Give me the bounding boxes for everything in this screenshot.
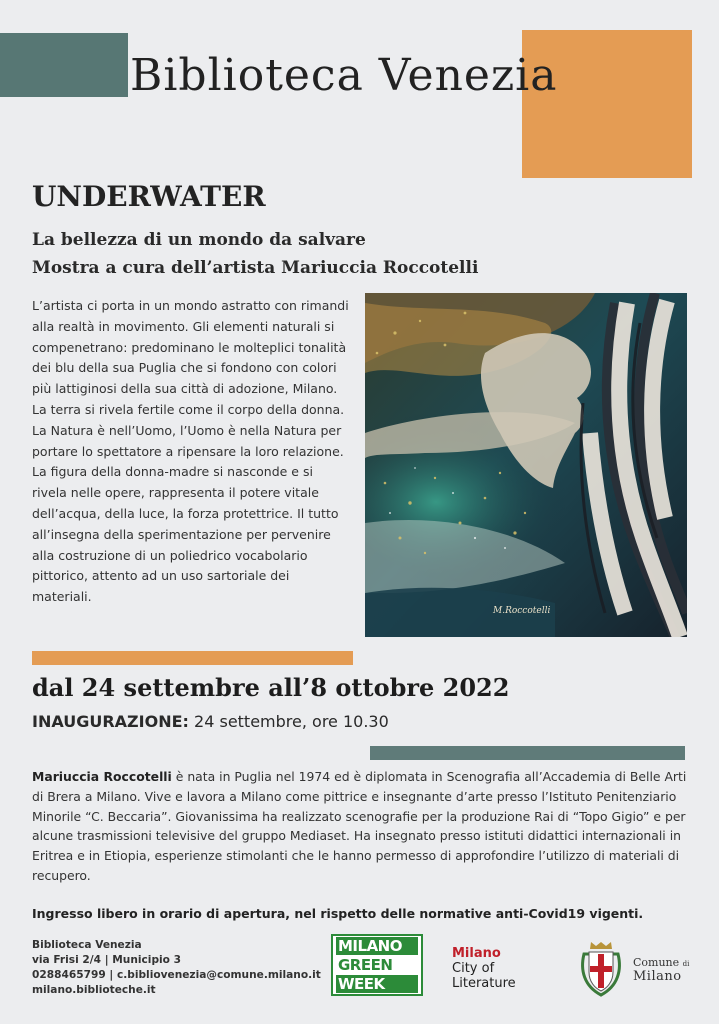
artist-name: Mariuccia Roccotelli	[32, 769, 172, 784]
comune-coat-of-arms-icon	[576, 940, 626, 998]
artwork-signature: M.Roccotelli	[493, 606, 551, 616]
city-lit-line: City of	[452, 961, 495, 976]
milano-green-week-logo	[331, 934, 423, 996]
green-week-line: GREEN	[336, 956, 418, 974]
comune-label: Comune	[633, 956, 680, 969]
milano-city-of-literature-logo	[452, 946, 516, 991]
milano-label: Milano	[633, 969, 682, 984]
contact-phone-email[interactable]: 0288465799 | c.bibliovenezia@comune.milano.it	[32, 969, 321, 981]
comune-di-label: di	[682, 960, 690, 968]
green-week-line: MILANO	[336, 937, 418, 955]
exhibition-description	[32, 296, 350, 608]
city-lit-line: Milano	[452, 946, 501, 961]
inauguration-line	[32, 712, 389, 731]
comune-di-milano-logo	[633, 956, 689, 984]
decorative-teal-block	[0, 33, 128, 97]
city-lit-line: Literature	[452, 976, 516, 991]
curator-line: Mostra a cura dell’artista Mariuccia Roccotelli	[32, 258, 479, 278]
decorative-orange-bar	[32, 651, 353, 665]
inauguration-value: 24 settembre, ore 10.30	[194, 712, 389, 731]
description-paragraph: La terra si rivela fertile come il corpo della donna. La Natura è nell’Uomo, l’Uomo è nella Natura per portare lo spettatore a ripensare la loro relazione. La figura della donna-madre si nasconde e si rivela nelle opere, rappresenta il potere vitale dell’acqua, della luce, la forza protettrice. Il tutto all’insegna della sperimentazione per pervenire alla costruzione di un poliedrico vocabolario pittorico, attento ad un uso sartoriale dei materiali.	[32, 401, 345, 605]
exhibition-title: UNDERWATER	[32, 180, 266, 213]
contact-website[interactable]: milano.biblioteche.it	[32, 984, 156, 996]
artist-bio	[32, 767, 692, 886]
contact-name: Biblioteca Venezia	[32, 939, 142, 951]
green-week-line: WEEK	[336, 975, 418, 993]
library-name: Biblioteca Venezia	[130, 50, 558, 101]
inauguration-label: INAUGURAZIONE:	[32, 712, 189, 731]
exhibition-subtitle: La bellezza di un mondo da salvare	[32, 230, 366, 250]
artwork-image	[365, 293, 687, 637]
bio-text: è nata in Puglia nel 1974 ed è diplomata in Scenografia all’Accademia di Belle Arti di Brera a Milano. Vive e lavora a Milano come pittrice e insegnante d’arte presso l’Istituto Penitenziario Minorile “C. Beccaria”. Giovanissima ha realizzato scenografie per la produzione Rai di “Topo Gigio” e per alcune trasmissioni televisive del gruppo Mediaset. Ha insegnato presso istituti didattici internazionali in Eritrea e in Etiopia, esperienze stimolanti che le hanno permesso di approfondire l’utilizzo di materiali di recupero.	[32, 769, 687, 883]
decorative-teal-bar	[370, 746, 685, 760]
contact-address: via Frisi 2/4 | Municipio 3	[32, 954, 181, 966]
entry-note: Ingresso libero in orario di apertura, nel rispetto delle normative anti-Covid19 vigenti.	[32, 906, 644, 921]
description-paragraph: L’artista ci porta in un mondo astratto con rimandi alla realtà in movimento. Gli elementi naturali si compenetrano: predominano le molteplici tonalità dei blu della sua Puglia che si fondono con colori più lattiginosi della sua città di adozione, Milano.	[32, 298, 349, 397]
contact-block	[32, 938, 321, 998]
exhibition-dates: dal 24 settembre all’8 ottobre 2022	[32, 673, 510, 702]
